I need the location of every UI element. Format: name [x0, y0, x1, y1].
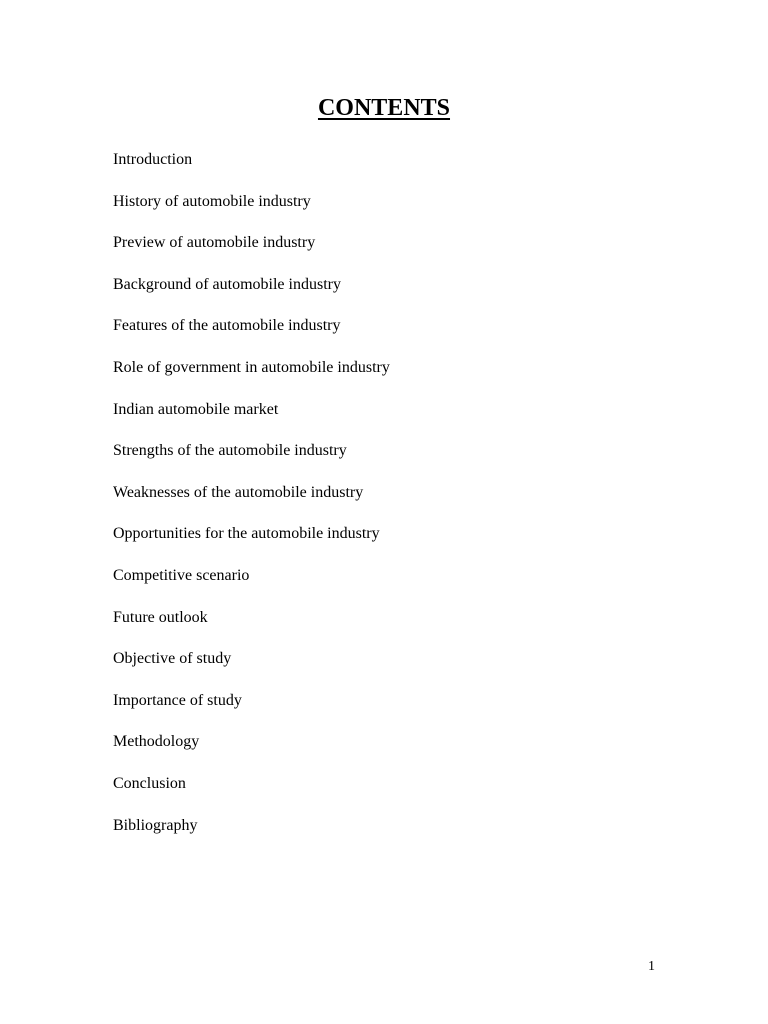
- toc-item-introduction: Introduction: [113, 151, 193, 168]
- contents-title-text: CONTENTS: [317, 95, 451, 121]
- page-number: 1: [648, 959, 655, 974]
- toc-item-importance: Importance of study: [113, 691, 242, 709]
- toc-item-strengths: Strengths of the automobile industry: [113, 442, 347, 460]
- toc-item-features: Features of the automobile industry: [113, 317, 341, 335]
- toc-item-objective: Objective of study: [113, 650, 232, 668]
- toc-item-methodology: Methodology: [113, 733, 200, 751]
- toc-item-conclusion: Conclusion: [113, 774, 186, 792]
- table-of-contents: [113, 150, 390, 857]
- toc-item-weaknesses: Weaknesses of the automobile industry: [113, 483, 364, 501]
- toc-item-bibliography: Bibliography: [113, 816, 198, 834]
- toc-item-preview: Preview of automobile industry: [113, 234, 316, 252]
- toc-item-history: History of automobile industry: [113, 192, 311, 210]
- contents-title: [0, 92, 768, 124]
- toc-item-competitive-scenario: Competitive scenario: [113, 566, 250, 584]
- toc-item-role-of-government: Role of government in automobile industry: [113, 358, 390, 376]
- toc-item-indian-market: Indian automobile market: [113, 400, 279, 418]
- toc-item-opportunities: Opportunities for the automobile industry: [113, 525, 380, 543]
- toc-item-background: Background of automobile industry: [113, 275, 341, 293]
- toc-item-future-outlook: Future outlook: [113, 608, 208, 626]
